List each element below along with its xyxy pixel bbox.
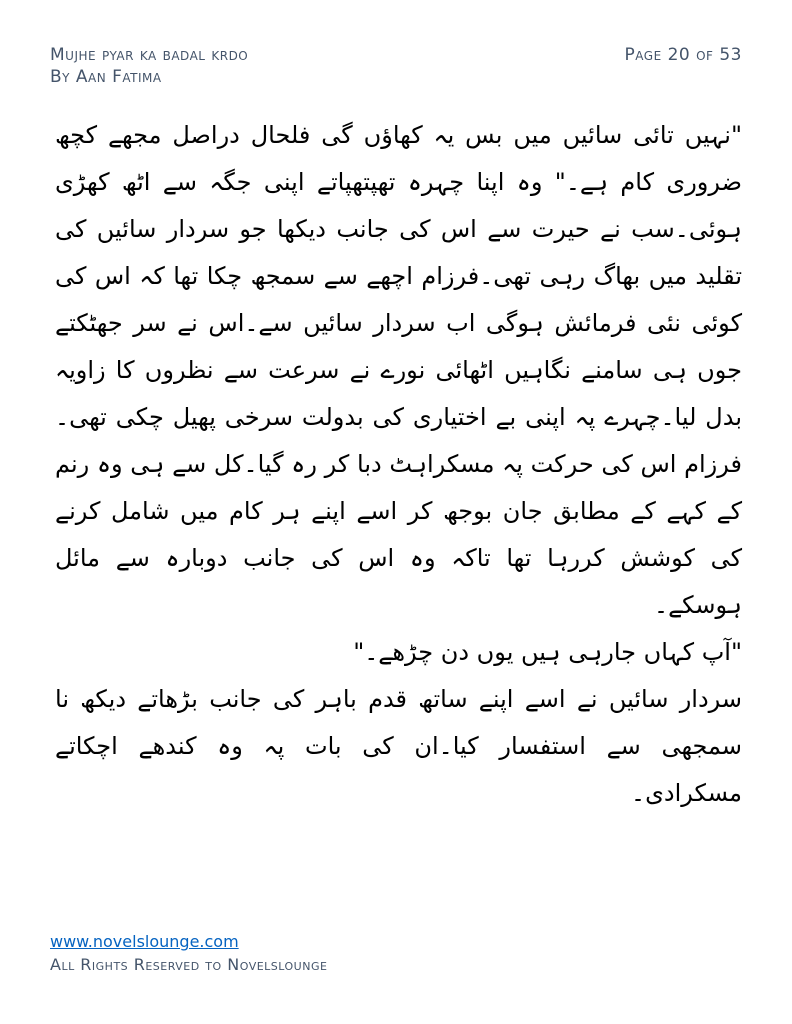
website-link[interactable]: www.novelslounge.com — [50, 932, 239, 951]
paragraph-3: سردار سائیں نے اسے اپنے ساتھ قدم باہر کی جانب بڑھاتے دیکھ نا سمجھی سے استفسار کیا۔ان کی بات پہ وہ کندھے اچکاتے مسکرادی۔ — [55, 685, 742, 807]
book-author: By Aan Fatima — [50, 67, 162, 87]
paragraph-2: "آپ کہاں جارہی ہیں یوں دن چڑھے۔" — [353, 638, 742, 666]
novel-body-text — [55, 112, 742, 817]
page-header — [50, 44, 742, 94]
page-footer — [50, 932, 327, 976]
header-book-info — [50, 44, 248, 88]
book-title: Mujhe pyar ka badal krdo — [50, 45, 249, 65]
rights-notice: All Rights Reserved to Novelslounge — [50, 955, 328, 974]
paragraph-1: "نہیں تائی سائیں میں بس یہ کھاؤں گی فلحال دراصل مجھے کچھ ضروری کام ہے۔" وہ اپنا چہرہ تھپتھپاتے اپنی جگہ سے اٹھ کھڑی ہوئی۔سب نے حیرت سے اس کی جانب دیکھا جو سردار سائیں کی تقلید میں بھاگ رہی تھی۔فرزام اچھے سے سمجھ چکا تھا کہ اس کی کوئی نئی فرمائش ہوگی اب سردار سائیں سے۔اس نے سر جھٹکتے جوں ہی سامنے نگاہیں اٹھائی نورے نے سرعت سے نظروں کا زاویہ بدل لیا۔چہرے پہ اپنی بے اختیاری کی بدولت سرخی پھیل چکی تھی۔فرزام اس کی حرکت پہ مسکراہٹ دبا کر رہ گیا۔کل سے ہی وہ رنم کے کہے کے مطابق جان بوجھ کر اسے اپنے ہر کام میں شامل کرنے کی کوشش کررہا تھا تاکہ وہ اس کی جانب دوبارہ سے مائل ہوسکے۔ — [55, 121, 742, 619]
page-number: Page 20 of 53 — [624, 45, 742, 65]
